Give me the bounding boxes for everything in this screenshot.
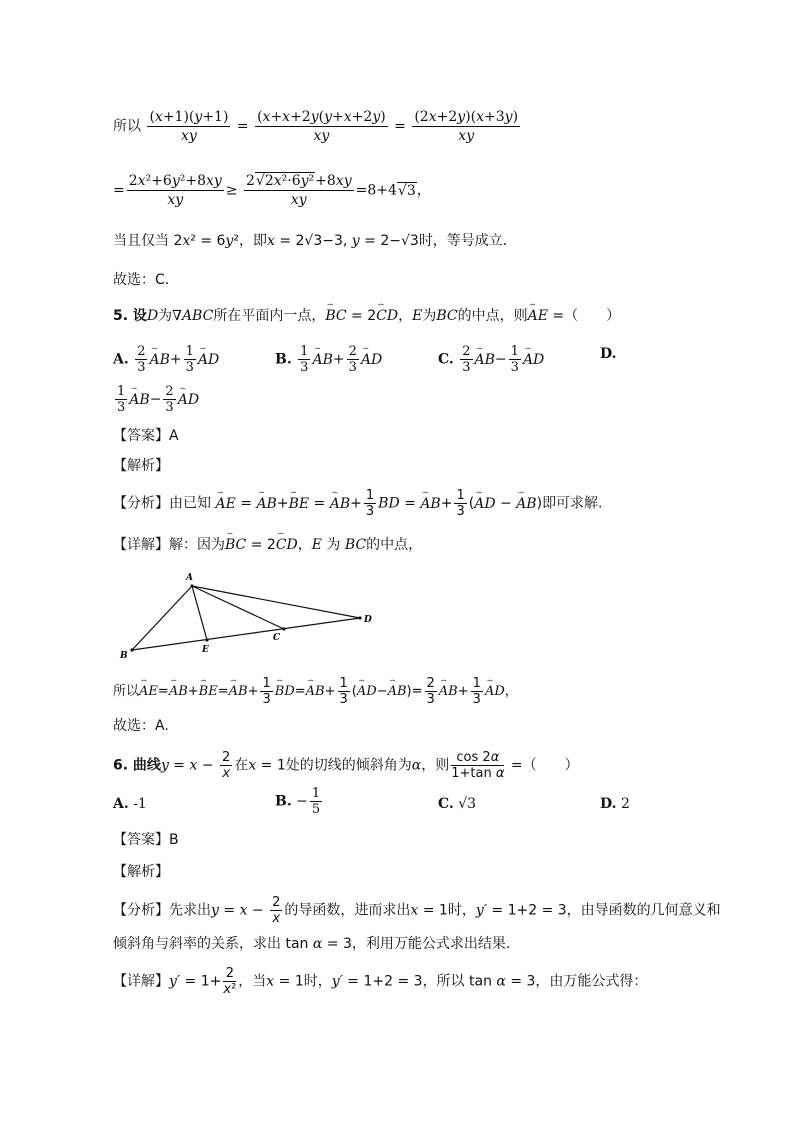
q5-option-d-value: $\frac{1}{3}$ ⌢ AB− $\frac{2}{3}$ ⌢ AD <box>113 384 199 415</box>
choose-c: 故选：C． <box>113 272 179 288</box>
eq-line-2: = $\frac{\text{2x²+6y²+8xy}}{xy}$ ≥ $\frac{\text{2√2x²·6y²+8xy}}{xy}$ =8+4√3， <box>113 173 431 208</box>
label-d: D <box>364 615 372 625</box>
label-e: E <box>202 645 209 655</box>
segment-ac <box>192 586 284 629</box>
q5-option-c[interactable]: C. $\frac{2}{3}$ ⌢ AB− $\frac{1}{3}$ ⌢ AD <box>438 344 544 375</box>
label-c: C <box>273 633 281 643</box>
answer-b: 【答案】B <box>113 832 179 848</box>
segment-ab <box>132 586 192 650</box>
label-a: A <box>186 573 193 583</box>
q5-xiangjie: 【详解】解：因为⌢ BC = 2⌢ CD，E 为 BC的中点， <box>113 535 422 555</box>
q6-stem: 6. 曲线y = x − $\frac{2}{x}$ 在x = 1处的切线的倾斜角为α，则 $\frac{\cos 2\alpha}{\text{1+tan α}}$ =（ ） <box>113 750 579 781</box>
q5-fenxi: 【分析】由已知 ⌢ AE = ⌢ AB+⌢ BE = ⌢ AB+ $\frac{1}{3}$ BD = ⌢ AB+ $\frac{1}{3}$ (⌢ AD − ⌢ AB)即可求解. <box>113 488 603 519</box>
q6-xiangjie: 【详解】y′ = 1+ $\frac{2}{\text{x²}}$ ，当x = 1时，y′ = 1+2 = 3，所以 tan α = 3，由万能公式得： <box>113 966 648 997</box>
eq-line-1: 所以 $\frac{(x+1)(y+1)}{xy}$ = $\frac{(x+x+2y(y+x+2y)}{xy}$ = $\frac{(2x+2y)(x+3y)}{xy}$ <box>113 109 519 144</box>
q6-fenxi: 【分析】先求出y = x − $\frac{2}{x}$ 的导函数，进而求出x = 1时，y′ = 1+2 = 3，由导函数的几何意义和 <box>113 895 721 926</box>
triangle-figure <box>112 568 382 664</box>
analysis-heading-2: 【解析】 <box>113 864 169 880</box>
segment-ae <box>192 586 207 640</box>
segment-ad <box>192 586 360 618</box>
q5-option-b[interactable]: B. $\frac{1}{3}$ ⌢ AB+ $\frac{2}{3}$ ⌢ AD <box>275 344 382 375</box>
q5-option-a[interactable]: A. $\frac{2}{3}$ ⌢ AB+ $\frac{1}{3}$ ⌢ AD <box>113 344 219 375</box>
q5-result: 所以⌢ AE=⌢ AB+⌢ BE=⌢ AB+ $\frac{1}{3}$ ⌢ BD=⌢ AB+ $\frac{1}{3}$ (⌢ AD−⌢ AB)= $\frac{2}{3}$ ⌢ AB+ $\frac{1}{3}$ ⌢ AD， <box>113 676 518 707</box>
q6-fenxi-line2: 倾斜角与斜率的关系，求出 tan α = 3，利用万能公式求出结果. <box>113 936 511 952</box>
q6-option-a[interactable]: A. -1 <box>113 796 147 812</box>
q5-option-d[interactable]: D. <box>600 346 617 362</box>
q6-option-c[interactable]: C. √3 <box>438 796 477 812</box>
q6-option-d[interactable]: D. 2 <box>600 796 630 812</box>
q6-option-b[interactable]: B. − $\frac{1}{5}$ <box>275 786 321 817</box>
label-b: B <box>120 651 128 661</box>
analysis-heading: 【解析】 <box>113 458 169 474</box>
q5-stem: 5. 设D为∇ABC所在平面内一点，⌢ BC = 2⌢ CD，E为BC的中点，则⌢ AE =（ ） <box>113 306 620 326</box>
answer-a: 【答案】A <box>113 428 179 444</box>
segment-bd <box>132 618 360 650</box>
choose-a: 故选：A. <box>113 718 169 734</box>
equality-condition: 当且仅当 2x² = 6y²，即x = 2√3−3, y = 2−√3时，等号成立． <box>113 233 517 249</box>
